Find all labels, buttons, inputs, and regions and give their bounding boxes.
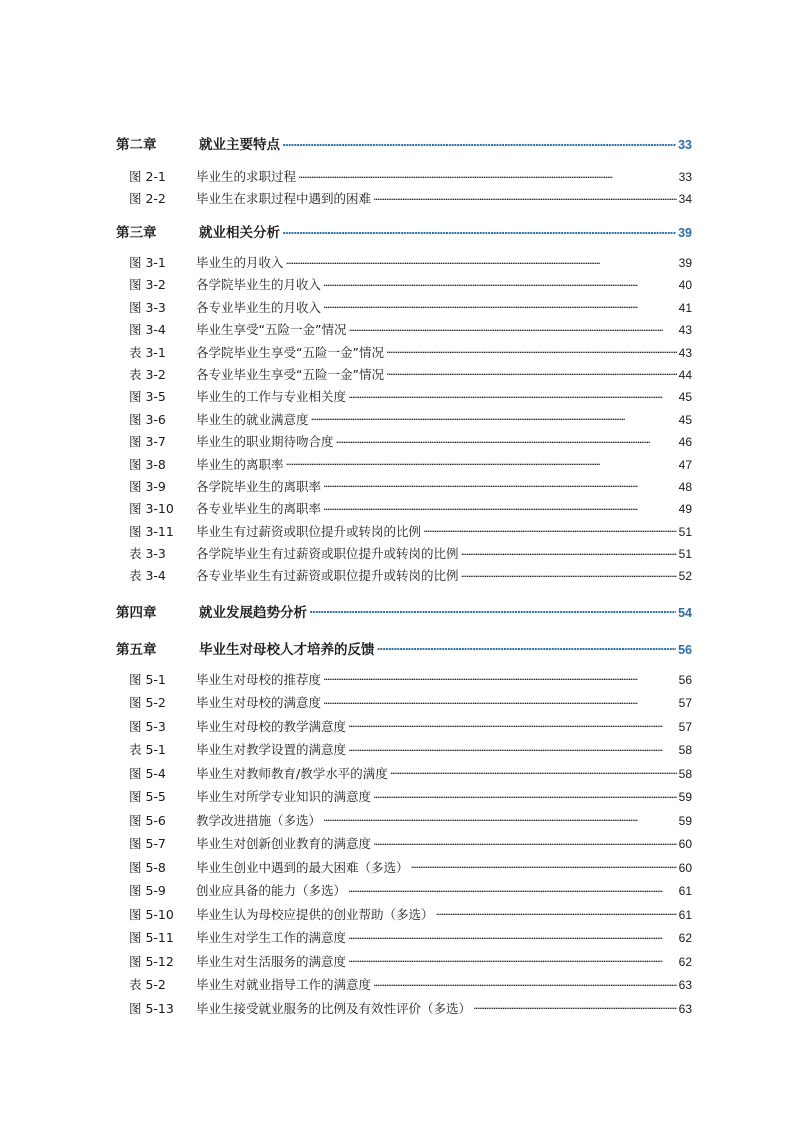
dot-leader xyxy=(386,344,677,357)
item-page-number: 63 xyxy=(678,978,692,993)
item-page-number: 60 xyxy=(678,860,692,875)
item-page-number: 41 xyxy=(678,300,692,315)
item-label: 图 5-1 xyxy=(129,671,166,687)
item-title: 各专业毕业生有过薪资或职位提升或转岗的比例 xyxy=(196,568,459,584)
item-label: 表 5-2 xyxy=(129,977,166,993)
chapter-label: 第四章 xyxy=(116,604,157,621)
item-title: 各学院毕业生的月收入 xyxy=(196,277,322,293)
dot-leader xyxy=(323,478,677,491)
item-label: 图 3-2 xyxy=(129,277,166,293)
item-page-number: 56 xyxy=(678,672,692,687)
toc-item[interactable] xyxy=(116,544,692,566)
item-title: 毕业生对教学设置的满意度 xyxy=(196,742,347,758)
table-of-contents xyxy=(116,133,692,1022)
toc-item[interactable] xyxy=(116,275,692,297)
item-label: 图 5-9 xyxy=(129,883,166,899)
item-title: 毕业生有过薪资或职位提升或转岗的比例 xyxy=(196,523,422,539)
dot-leader xyxy=(323,277,677,290)
toc-item[interactable] xyxy=(116,834,692,858)
item-title: 毕业生的职业期待吻合度 xyxy=(196,434,334,450)
item-page-number: 45 xyxy=(678,412,692,427)
item-label: 图 5-2 xyxy=(129,695,166,711)
item-page-number: 39 xyxy=(678,256,692,270)
dot-leader xyxy=(323,812,677,825)
item-label: 图 3-11 xyxy=(129,523,174,539)
toc-chapter-3[interactable] xyxy=(116,221,692,241)
item-label: 图 5-3 xyxy=(129,718,166,734)
toc-item[interactable] xyxy=(116,811,692,835)
toc-item[interactable] xyxy=(116,858,692,882)
item-title: 毕业生对母校的推荐度 xyxy=(196,671,322,687)
item-label: 图 2-1 xyxy=(129,169,166,184)
item-page-number: 62 xyxy=(678,954,692,969)
chapter-page-number: 33 xyxy=(678,138,692,152)
dot-leader xyxy=(323,501,677,514)
item-page-number: 47 xyxy=(678,457,692,472)
item-page-number: 60 xyxy=(678,837,692,852)
item-page-number: 63 xyxy=(678,1001,692,1016)
dot-leader xyxy=(311,411,677,424)
item-page-number: 51 xyxy=(678,547,692,562)
item-title: 教学改进措施（多选） xyxy=(196,812,322,828)
item-label: 图 3-7 xyxy=(129,434,166,450)
chapter-3-items xyxy=(116,253,692,589)
dot-leader xyxy=(309,604,676,617)
item-page-number: 57 xyxy=(678,696,692,711)
item-title: 毕业生的离职率 xyxy=(196,456,284,472)
dot-leader xyxy=(348,718,677,731)
item-label: 图 5-8 xyxy=(129,859,166,875)
item-title: 毕业生接受就业服务的比例及有效性评价（多选） xyxy=(196,1000,472,1016)
item-label: 图 5-11 xyxy=(129,930,174,946)
dot-leader xyxy=(323,695,677,708)
dot-leader xyxy=(323,671,677,684)
item-title: 毕业生享受“五险一金”情况 xyxy=(196,322,347,338)
dot-leader xyxy=(411,859,677,872)
item-label: 图 3-6 xyxy=(129,411,166,427)
chapter-title: 就业主要特点 xyxy=(199,137,280,153)
toc-item[interactable] xyxy=(116,365,692,387)
toc-item[interactable] xyxy=(116,298,692,320)
toc-item[interactable] xyxy=(116,740,692,764)
item-title: 毕业生对教师教育/教学水平的满度 xyxy=(196,765,388,781)
item-title: 毕业生对创新创业教育的满意度 xyxy=(196,836,372,852)
chapter-title: 就业发展趋势分析 xyxy=(199,604,307,621)
toc-item[interactable] xyxy=(116,717,692,741)
item-page-number: 59 xyxy=(678,790,692,805)
item-label: 图 5-4 xyxy=(129,765,166,781)
toc-item[interactable] xyxy=(116,787,692,811)
toc-item[interactable] xyxy=(116,343,692,365)
item-label: 图 2-2 xyxy=(129,191,166,206)
item-label: 图 3-8 xyxy=(129,456,166,472)
item-page-number: 61 xyxy=(678,907,692,922)
item-title: 毕业生对生活服务的满意度 xyxy=(196,953,347,969)
dot-leader xyxy=(348,322,676,335)
toc-chapter-2[interactable] xyxy=(116,133,692,153)
item-label: 图 3-4 xyxy=(129,322,166,338)
item-label: 图 5-6 xyxy=(129,812,166,828)
chapter-label: 第三章 xyxy=(116,225,157,241)
item-page-number: 46 xyxy=(678,435,692,450)
chapter-5-items xyxy=(116,670,692,1023)
toc-item[interactable] xyxy=(116,999,692,1023)
item-page-number: 51 xyxy=(678,524,692,539)
item-title: 各专业毕业生享受“五险一金”情况 xyxy=(196,366,384,382)
item-title: 各学院毕业生有过薪资或职位提升或转岗的比例 xyxy=(196,546,459,562)
toc-item[interactable] xyxy=(116,952,692,976)
dot-leader xyxy=(336,434,677,447)
toc-item[interactable] xyxy=(116,432,692,454)
chapter-page-number: 39 xyxy=(678,226,692,240)
item-title: 毕业生对母校的满意度 xyxy=(196,695,322,711)
chapter-page-number: 54 xyxy=(678,605,692,620)
toc-item[interactable] xyxy=(116,693,692,717)
item-page-number: 52 xyxy=(678,569,692,584)
toc-item[interactable] xyxy=(116,320,692,342)
toc-chapter-4[interactable] xyxy=(116,601,692,621)
item-label: 图 3-5 xyxy=(129,389,166,405)
item-page-number: 33 xyxy=(678,170,692,184)
item-label: 图 3-10 xyxy=(129,501,174,517)
item-page-number: 57 xyxy=(678,719,692,734)
item-label: 图 5-5 xyxy=(129,789,166,805)
item-title: 毕业生对母校的教学满意度 xyxy=(196,718,347,734)
item-label: 图 3-1 xyxy=(129,255,166,270)
item-title: 各专业毕业生的离职率 xyxy=(196,501,322,517)
dot-leader xyxy=(473,1000,677,1013)
dot-leader xyxy=(373,977,677,990)
toc-item[interactable] xyxy=(116,387,692,409)
item-label: 表 3-2 xyxy=(129,366,166,382)
toc-item[interactable] xyxy=(116,499,692,521)
chapter-title: 毕业生对母校人才培养的反馈 xyxy=(199,641,375,658)
item-title: 各学院毕业生的离职率 xyxy=(196,478,322,494)
dot-leader xyxy=(390,765,677,778)
item-label: 表 3-1 xyxy=(129,344,166,360)
item-page-number: 58 xyxy=(678,766,692,781)
item-label: 表 5-1 xyxy=(129,742,166,758)
item-title: 毕业生的就业满意度 xyxy=(196,411,309,427)
item-label: 图 5-7 xyxy=(129,836,166,852)
item-title: 毕业生的工作与专业相关度 xyxy=(196,389,347,405)
dot-leader xyxy=(282,225,676,238)
item-title: 毕业生在求职过程中遇到的困难 xyxy=(196,191,372,206)
dot-leader xyxy=(386,366,677,379)
toc-item[interactable] xyxy=(116,455,692,477)
item-title: 毕业生对就业指导工作的满意度 xyxy=(196,977,372,993)
toc-item[interactable] xyxy=(116,670,692,694)
dot-leader xyxy=(348,953,677,966)
item-label: 表 3-4 xyxy=(129,568,166,584)
toc-item[interactable] xyxy=(116,522,692,544)
toc-chapter-5[interactable] xyxy=(116,638,692,658)
dot-leader xyxy=(461,546,677,559)
item-page-number: 43 xyxy=(678,345,692,360)
toc-item[interactable] xyxy=(116,764,692,788)
toc-item[interactable] xyxy=(116,881,692,905)
dot-leader xyxy=(373,191,677,204)
item-title: 毕业生对学生工作的满意度 xyxy=(196,930,347,946)
toc-item[interactable] xyxy=(116,410,692,432)
chapter-label: 第五章 xyxy=(116,641,157,658)
dot-leader xyxy=(436,906,677,919)
item-label: 图 5-10 xyxy=(129,906,174,922)
chapter-title: 就业相关分析 xyxy=(199,225,280,241)
item-page-number: 43 xyxy=(678,323,692,338)
dot-leader xyxy=(348,930,677,943)
toc-item[interactable] xyxy=(116,905,692,929)
item-label: 图 5-13 xyxy=(129,1000,174,1016)
item-page-number: 44 xyxy=(678,367,692,382)
item-label: 图 5-12 xyxy=(129,953,174,969)
item-title: 毕业生创业中遇到的最大困难（多选） xyxy=(196,859,409,875)
item-title: 创业应具备的能力（多选） xyxy=(196,883,347,899)
toc-item[interactable] xyxy=(116,566,692,588)
toc-item[interactable] xyxy=(116,477,692,499)
dot-leader xyxy=(461,568,677,581)
dot-leader xyxy=(373,789,677,802)
item-page-number: 40 xyxy=(678,278,692,293)
chapter-label: 第二章 xyxy=(116,137,157,153)
dot-leader xyxy=(348,883,677,896)
item-page-number: 58 xyxy=(678,743,692,758)
dot-leader xyxy=(348,389,677,402)
toc-item[interactable] xyxy=(116,928,692,952)
item-label: 表 3-3 xyxy=(129,546,166,562)
item-title: 毕业生认为母校应提供的创业帮助（多选） xyxy=(196,906,434,922)
item-page-number: 59 xyxy=(678,813,692,828)
dot-leader xyxy=(423,523,677,536)
item-title: 毕业生对所学专业知识的满意度 xyxy=(196,789,372,805)
item-page-number: 48 xyxy=(678,479,692,494)
toc-item[interactable] xyxy=(116,253,692,275)
dot-leader xyxy=(286,456,677,469)
dot-leader xyxy=(373,836,677,849)
dot-leader xyxy=(348,742,677,755)
item-title: 毕业生的求职过程 xyxy=(196,169,297,184)
toc-item[interactable] xyxy=(116,189,692,211)
item-title: 各学院毕业生享受“五险一金”情况 xyxy=(196,344,384,360)
chapter-2-items xyxy=(116,167,692,211)
dot-leader xyxy=(377,641,677,654)
chapter-page-number: 56 xyxy=(678,642,692,657)
dot-leader xyxy=(282,137,676,150)
item-page-number: 34 xyxy=(678,192,692,206)
item-title: 各专业毕业生的月收入 xyxy=(196,299,322,315)
item-label: 图 3-9 xyxy=(129,478,166,494)
dot-leader xyxy=(323,299,677,312)
dot-leader xyxy=(298,169,677,182)
toc-item[interactable] xyxy=(116,167,692,189)
item-page-number: 49 xyxy=(678,502,692,517)
item-page-number: 61 xyxy=(678,884,692,899)
item-page-number: 62 xyxy=(678,931,692,946)
item-label: 图 3-3 xyxy=(129,299,166,315)
dot-leader xyxy=(286,255,677,268)
item-title: 毕业生的月收入 xyxy=(196,255,284,270)
toc-item[interactable] xyxy=(116,975,692,999)
item-page-number: 45 xyxy=(678,390,692,405)
